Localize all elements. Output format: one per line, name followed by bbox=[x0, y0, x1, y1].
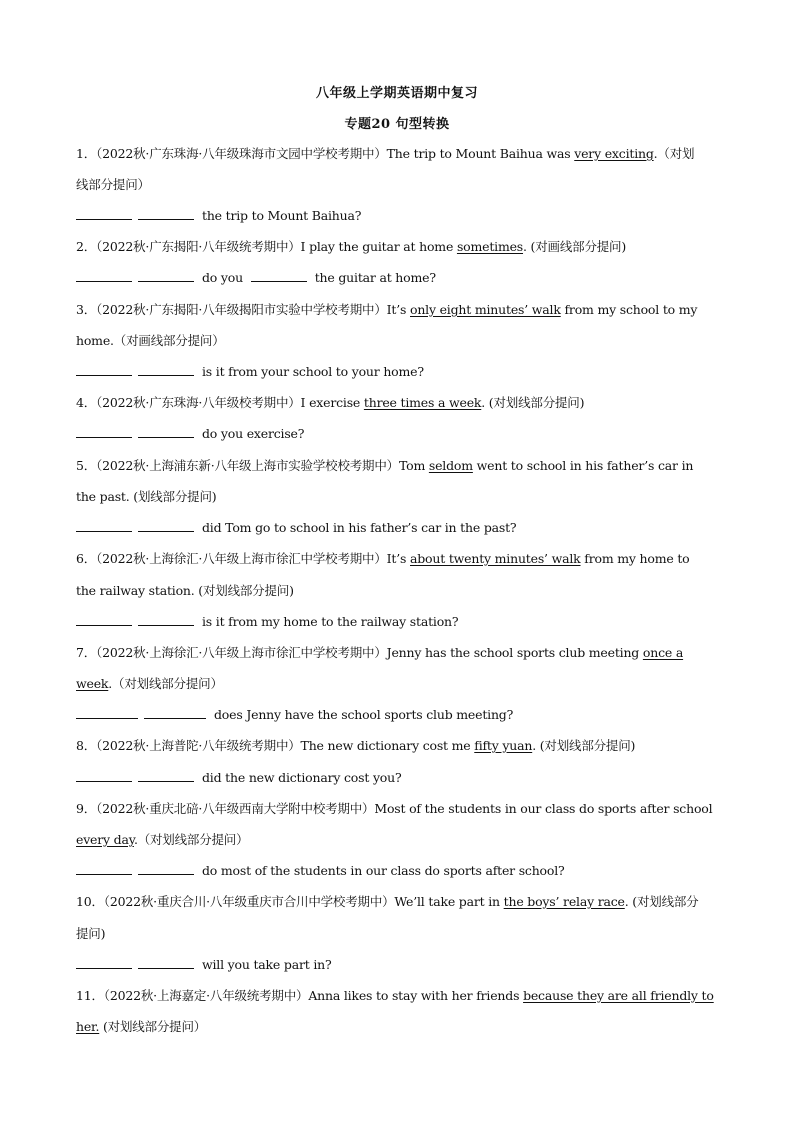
question-11-text-cont: her. (对划线部分提问） bbox=[76, 1019, 207, 1034]
page-subtitle: 专题20 句型转换 bbox=[344, 117, 450, 132]
question-3-text-cont: home.（对画线部分提问） bbox=[76, 333, 225, 348]
underlined-phrase: very exciting bbox=[574, 146, 654, 161]
question-5-text-cont: the past. (划线部分提问) bbox=[76, 489, 217, 504]
answer-blank[interactable] bbox=[76, 780, 132, 782]
answer-blank[interactable] bbox=[251, 280, 307, 282]
question-4-text: 4．（2022秋·广东珠海·八年级校考期中）I exercise three times a week. (对划线部分提问) bbox=[76, 395, 585, 410]
question-7-text: 7．（2022秋·上海徐汇·八年级上海市徐汇中学校考期中）Jenny has the school sports club meeting once a bbox=[76, 645, 684, 660]
question-9-text: 9．（2022秋·重庆北碚·八年级西南大学附中校考期中）Most of the students in our class do sports after school bbox=[76, 801, 713, 816]
answer-blank[interactable] bbox=[138, 436, 194, 438]
answer-blank[interactable] bbox=[76, 374, 132, 376]
question-8-text: 8．（2022秋·上海普陀·八年级统考期中）The new dictionary cost me fifty yuan. (对划线部分提问) bbox=[76, 738, 636, 753]
question-10-answer: will you take part in? bbox=[76, 956, 726, 974]
question-2-answer: do you the guitar at home? bbox=[76, 269, 726, 287]
answer-blank[interactable] bbox=[76, 967, 132, 969]
underlined-phrase: her. bbox=[76, 1019, 100, 1034]
underlined-phrase: every day bbox=[76, 832, 134, 847]
question-7-text-cont: week.（对划线部分提问） bbox=[76, 676, 223, 691]
answer-blank[interactable] bbox=[138, 218, 194, 220]
question-6-text-cont: the railway station. (对划线部分提问) bbox=[76, 583, 294, 598]
question-3-text: 3．（2022秋·广东揭阳·八年级揭阳市实验中学校考期中）It’s only eight minutes’ walk from my school to my bbox=[76, 302, 698, 317]
page-title: 八年级上学期英语期中复习 bbox=[315, 86, 478, 101]
question-8-answer: did the new dictionary cost you? bbox=[76, 769, 726, 787]
question-1-text: 1．（2022秋·广东珠海·八年级珠海市文园中学校考期中）The trip to Mount Baihua was very exciting.（对划 bbox=[76, 146, 695, 161]
underlined-phrase: once a bbox=[642, 645, 684, 660]
underlined-phrase: about twenty minutes’ walk bbox=[410, 551, 581, 566]
question-3-answer: is it from your school to your home? bbox=[76, 363, 726, 381]
question-10-text: 10．（2022秋·重庆合川·八年级重庆市合川中学校考期中）We’ll take part in the boys’ relay race. (对划线部分 bbox=[76, 894, 699, 909]
answer-blank[interactable] bbox=[138, 624, 194, 626]
question-11-text: 11．（2022秋·上海嘉定·八年级统考期中）Anna likes to stay with her friends because they are all friendly to bbox=[76, 988, 714, 1003]
question-4-answer: do you exercise? bbox=[76, 425, 726, 443]
answer-blank[interactable] bbox=[138, 280, 194, 282]
question-5-text: 5．（2022秋·上海浦东新·八年级上海市实验学校校考期中）Tom seldom went to school in his father’s car in bbox=[76, 458, 694, 473]
underlined-phrase: the boys’ relay race bbox=[503, 894, 625, 909]
underlined-phrase: only eight minutes’ walk bbox=[410, 302, 561, 317]
answer-blank[interactable] bbox=[76, 218, 132, 220]
question-5-answer: did Tom go to school in his father’s car in the past? bbox=[76, 519, 726, 537]
answer-blank[interactable] bbox=[138, 967, 194, 969]
question-10-text-cont: 提问) bbox=[76, 926, 106, 941]
answer-blank[interactable] bbox=[138, 374, 194, 376]
answer-blank[interactable] bbox=[76, 624, 132, 626]
answer-blank[interactable] bbox=[76, 280, 132, 282]
question-9-text-cont: every day.（对划线部分提问） bbox=[76, 832, 249, 847]
answer-blank[interactable] bbox=[138, 780, 194, 782]
underlined-phrase: because they are all friendly to bbox=[523, 988, 714, 1003]
answer-blank[interactable] bbox=[144, 717, 206, 719]
answer-blank[interactable] bbox=[76, 436, 132, 438]
answer-blank[interactable] bbox=[138, 873, 194, 875]
question-6-text: 6．（2022秋·上海徐汇·八年级上海市徐汇中学校考期中）It’s about twenty minutes’ walk from my home to bbox=[76, 551, 690, 566]
question-2-text: 2．（2022秋·广东揭阳·八年级统考期中）I play the guitar at home sometimes. (对画线部分提问) bbox=[76, 239, 627, 254]
underlined-phrase: fifty yuan bbox=[474, 738, 533, 753]
underlined-phrase: three times a week bbox=[363, 395, 482, 410]
answer-blank[interactable] bbox=[76, 873, 132, 875]
answer-blank[interactable] bbox=[138, 530, 194, 532]
question-9-answer: do most of the students in our class do sports after school? bbox=[76, 862, 726, 880]
underlined-phrase: week bbox=[76, 676, 109, 691]
underlined-phrase: seldom bbox=[428, 458, 473, 473]
underlined-phrase: sometimes bbox=[456, 239, 524, 254]
question-6-answer: is it from my home to the railway station? bbox=[76, 613, 726, 631]
question-1-answer: the trip to Mount Baihua? bbox=[76, 207, 726, 225]
question-7-answer: does Jenny have the school sports club meeting? bbox=[76, 706, 726, 724]
question-1-text-cont: 线部分提问） bbox=[76, 177, 150, 192]
answer-blank[interactable] bbox=[76, 530, 132, 532]
answer-blank[interactable] bbox=[76, 717, 138, 719]
